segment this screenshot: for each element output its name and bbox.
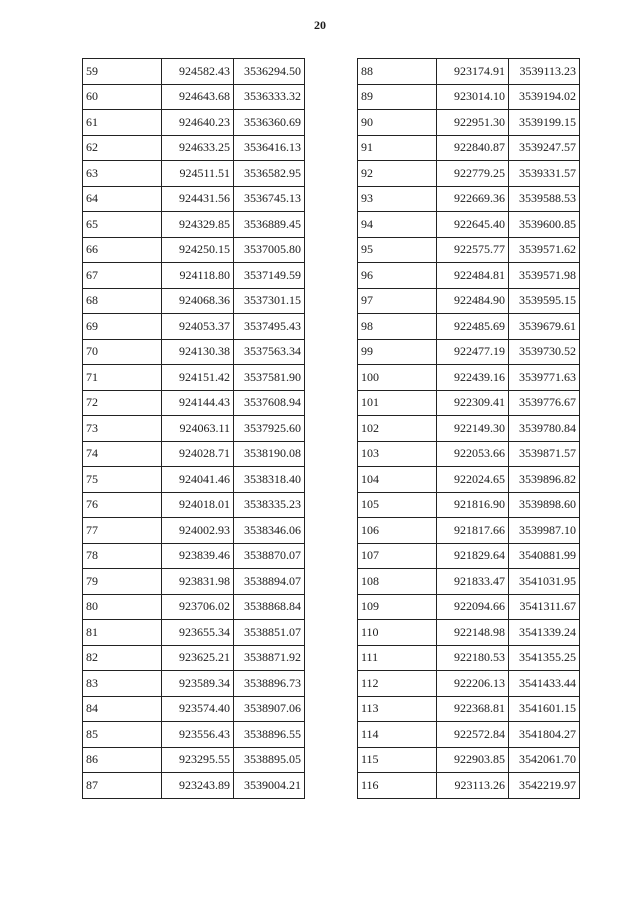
x-coordinate-cell: 921829.64 (437, 543, 509, 569)
y-coordinate-cell: 3536294.50 (234, 59, 305, 85)
point-number-cell: 90 (358, 110, 437, 136)
x-coordinate-cell: 924041.46 (162, 467, 234, 493)
point-number-cell: 97 (358, 288, 437, 314)
x-coordinate-cell: 921817.66 (437, 518, 509, 544)
y-coordinate-cell: 3539571.98 (509, 263, 580, 289)
table-row (83, 161, 305, 187)
y-coordinate-cell: 3537563.34 (234, 339, 305, 365)
table-row (358, 135, 580, 161)
point-number-cell: 105 (358, 492, 437, 518)
y-coordinate-cell: 3539780.84 (509, 416, 580, 442)
y-coordinate-cell: 3541804.27 (509, 722, 580, 748)
page-number: 20 (314, 18, 326, 32)
y-coordinate-cell: 3539199.15 (509, 110, 580, 136)
x-coordinate-cell: 924643.68 (162, 84, 234, 110)
y-coordinate-cell: 3539595.15 (509, 288, 580, 314)
table-row (358, 543, 580, 569)
y-coordinate-cell: 3539679.61 (509, 314, 580, 340)
point-number-cell: 95 (358, 237, 437, 263)
table-row (358, 518, 580, 544)
point-number-cell: 73 (83, 416, 162, 442)
y-coordinate-cell: 3538868.84 (234, 594, 305, 620)
point-number-cell: 62 (83, 135, 162, 161)
point-number-cell: 63 (83, 161, 162, 187)
point-number-cell: 72 (83, 390, 162, 416)
x-coordinate-cell: 923113.26 (437, 773, 509, 799)
table-row (358, 212, 580, 238)
table-row (358, 59, 580, 85)
table-row (358, 186, 580, 212)
table-row (83, 339, 305, 365)
y-coordinate-cell: 3539331.57 (509, 161, 580, 187)
y-coordinate-cell: 3542219.97 (509, 773, 580, 799)
x-coordinate-cell: 922206.13 (437, 671, 509, 697)
coordinates-table-right (357, 58, 580, 799)
point-number-cell: 107 (358, 543, 437, 569)
point-number-cell: 70 (83, 339, 162, 365)
table-row (83, 518, 305, 544)
y-coordinate-cell: 3538896.55 (234, 722, 305, 748)
x-coordinate-cell: 922484.81 (437, 263, 509, 289)
table-row (83, 696, 305, 722)
table-row (83, 543, 305, 569)
point-number-cell: 114 (358, 722, 437, 748)
point-number-cell: 101 (358, 390, 437, 416)
point-number-cell: 111 (358, 645, 437, 671)
x-coordinate-cell: 921816.90 (437, 492, 509, 518)
x-coordinate-cell: 924130.38 (162, 339, 234, 365)
x-coordinate-cell: 924068.36 (162, 288, 234, 314)
table-row (358, 441, 580, 467)
table-row (83, 645, 305, 671)
x-coordinate-cell: 923706.02 (162, 594, 234, 620)
x-coordinate-cell: 922951.30 (437, 110, 509, 136)
table-row (83, 110, 305, 136)
y-coordinate-cell: 3538318.40 (234, 467, 305, 493)
table-row (83, 390, 305, 416)
x-coordinate-cell: 922094.66 (437, 594, 509, 620)
point-number-cell: 88 (358, 59, 437, 85)
point-number-cell: 106 (358, 518, 437, 544)
coordinates-table-left (82, 58, 305, 799)
x-coordinate-cell: 922840.87 (437, 135, 509, 161)
y-coordinate-cell: 3536889.45 (234, 212, 305, 238)
point-number-cell: 68 (83, 288, 162, 314)
y-coordinate-cell: 3539004.21 (234, 773, 305, 799)
point-number-cell: 76 (83, 492, 162, 518)
x-coordinate-cell: 923831.98 (162, 569, 234, 595)
y-coordinate-cell: 3541339.24 (509, 620, 580, 646)
x-coordinate-cell: 923625.21 (162, 645, 234, 671)
table-row (358, 110, 580, 136)
table-row (358, 84, 580, 110)
y-coordinate-cell: 3541601.15 (509, 696, 580, 722)
x-coordinate-cell: 923295.55 (162, 747, 234, 773)
y-coordinate-cell: 3539588.53 (509, 186, 580, 212)
y-coordinate-cell: 3536745.13 (234, 186, 305, 212)
table-row (358, 288, 580, 314)
y-coordinate-cell: 3539898.60 (509, 492, 580, 518)
y-coordinate-cell: 3537608.94 (234, 390, 305, 416)
x-coordinate-cell: 924640.23 (162, 110, 234, 136)
x-coordinate-cell: 922572.84 (437, 722, 509, 748)
table-row (83, 365, 305, 391)
point-number-cell: 78 (83, 543, 162, 569)
x-coordinate-cell: 924151.42 (162, 365, 234, 391)
point-number-cell: 89 (358, 84, 437, 110)
table-row (358, 747, 580, 773)
y-coordinate-cell: 3538871.92 (234, 645, 305, 671)
y-coordinate-cell: 3538894.07 (234, 569, 305, 595)
table-row (83, 314, 305, 340)
point-number-cell: 102 (358, 416, 437, 442)
table-row (358, 696, 580, 722)
point-number-cell: 77 (83, 518, 162, 544)
x-coordinate-cell: 922024.65 (437, 467, 509, 493)
point-number-cell: 116 (358, 773, 437, 799)
table-row (83, 186, 305, 212)
x-coordinate-cell: 924002.93 (162, 518, 234, 544)
x-coordinate-cell: 923574.40 (162, 696, 234, 722)
table-row (83, 237, 305, 263)
point-number-cell: 75 (83, 467, 162, 493)
y-coordinate-cell: 3537149.59 (234, 263, 305, 289)
table-row (83, 569, 305, 595)
point-number-cell: 93 (358, 186, 437, 212)
table-row (358, 773, 580, 799)
x-coordinate-cell: 924063.11 (162, 416, 234, 442)
table-row (358, 314, 580, 340)
point-number-cell: 74 (83, 441, 162, 467)
point-number-cell: 65 (83, 212, 162, 238)
x-coordinate-cell: 924582.43 (162, 59, 234, 85)
table-row (83, 747, 305, 773)
x-coordinate-cell: 922148.98 (437, 620, 509, 646)
x-coordinate-cell: 922368.81 (437, 696, 509, 722)
y-coordinate-cell: 3539571.62 (509, 237, 580, 263)
point-number-cell: 112 (358, 671, 437, 697)
table-row (83, 288, 305, 314)
x-coordinate-cell: 922485.69 (437, 314, 509, 340)
y-coordinate-cell: 3539194.02 (509, 84, 580, 110)
x-coordinate-cell: 924250.15 (162, 237, 234, 263)
point-number-cell: 103 (358, 441, 437, 467)
x-coordinate-cell: 922645.40 (437, 212, 509, 238)
x-coordinate-cell: 924028.71 (162, 441, 234, 467)
y-coordinate-cell: 3538907.06 (234, 696, 305, 722)
point-number-cell: 80 (83, 594, 162, 620)
x-coordinate-cell: 924144.43 (162, 390, 234, 416)
point-number-cell: 100 (358, 365, 437, 391)
table-row (83, 212, 305, 238)
table-row (83, 773, 305, 799)
table-row (83, 59, 305, 85)
x-coordinate-cell: 922149.30 (437, 416, 509, 442)
table-row (358, 161, 580, 187)
point-number-cell: 59 (83, 59, 162, 85)
table-row (358, 645, 580, 671)
x-coordinate-cell: 924511.51 (162, 161, 234, 187)
table-row (358, 492, 580, 518)
x-coordinate-cell: 922484.90 (437, 288, 509, 314)
point-number-cell: 99 (358, 339, 437, 365)
table-row (358, 467, 580, 493)
table-row (83, 263, 305, 289)
table-row (358, 569, 580, 595)
y-coordinate-cell: 3537495.43 (234, 314, 305, 340)
x-coordinate-cell: 923014.10 (437, 84, 509, 110)
x-coordinate-cell: 924053.37 (162, 314, 234, 340)
point-number-cell: 94 (358, 212, 437, 238)
y-coordinate-cell: 3538335.23 (234, 492, 305, 518)
x-coordinate-cell: 922439.16 (437, 365, 509, 391)
x-coordinate-cell: 924118.80 (162, 263, 234, 289)
y-coordinate-cell: 3539871.57 (509, 441, 580, 467)
point-number-cell: 84 (83, 696, 162, 722)
point-number-cell: 108 (358, 569, 437, 595)
y-coordinate-cell: 3538895.05 (234, 747, 305, 773)
table-row (358, 594, 580, 620)
point-number-cell: 115 (358, 747, 437, 773)
x-coordinate-cell: 924633.25 (162, 135, 234, 161)
y-coordinate-cell: 3536416.13 (234, 135, 305, 161)
table-row (83, 416, 305, 442)
y-coordinate-cell: 3539776.67 (509, 390, 580, 416)
point-number-cell: 98 (358, 314, 437, 340)
x-coordinate-cell: 923243.89 (162, 773, 234, 799)
x-coordinate-cell: 923589.34 (162, 671, 234, 697)
y-coordinate-cell: 3541433.44 (509, 671, 580, 697)
point-number-cell: 110 (358, 620, 437, 646)
table-row (83, 492, 305, 518)
y-coordinate-cell: 3538896.73 (234, 671, 305, 697)
table-row (358, 620, 580, 646)
table-row (358, 722, 580, 748)
table-row (358, 365, 580, 391)
y-coordinate-cell: 3539247.57 (509, 135, 580, 161)
y-coordinate-cell: 3540881.99 (509, 543, 580, 569)
point-number-cell: 91 (358, 135, 437, 161)
table-row (358, 390, 580, 416)
point-number-cell: 85 (83, 722, 162, 748)
x-coordinate-cell: 922309.41 (437, 390, 509, 416)
x-coordinate-cell: 922903.85 (437, 747, 509, 773)
point-number-cell: 109 (358, 594, 437, 620)
point-number-cell: 113 (358, 696, 437, 722)
point-number-cell: 71 (83, 365, 162, 391)
point-number-cell: 86 (83, 747, 162, 773)
y-coordinate-cell: 3536333.32 (234, 84, 305, 110)
point-number-cell: 69 (83, 314, 162, 340)
y-coordinate-cell: 3541031.95 (509, 569, 580, 595)
y-coordinate-cell: 3539113.23 (509, 59, 580, 85)
point-number-cell: 87 (83, 773, 162, 799)
point-number-cell: 104 (358, 467, 437, 493)
x-coordinate-cell: 923839.46 (162, 543, 234, 569)
point-number-cell: 61 (83, 110, 162, 136)
y-coordinate-cell: 3538870.07 (234, 543, 305, 569)
point-number-cell: 60 (83, 84, 162, 110)
point-number-cell: 83 (83, 671, 162, 697)
table-row (83, 467, 305, 493)
table-row (83, 135, 305, 161)
x-coordinate-cell: 922180.53 (437, 645, 509, 671)
y-coordinate-cell: 3537301.15 (234, 288, 305, 314)
table-row (83, 594, 305, 620)
point-number-cell: 96 (358, 263, 437, 289)
x-coordinate-cell: 922575.77 (437, 237, 509, 263)
table-row (358, 263, 580, 289)
table-row (83, 722, 305, 748)
x-coordinate-cell: 922779.25 (437, 161, 509, 187)
table-row (358, 671, 580, 697)
y-coordinate-cell: 3538346.06 (234, 518, 305, 544)
x-coordinate-cell: 922669.36 (437, 186, 509, 212)
point-number-cell: 92 (358, 161, 437, 187)
x-coordinate-cell: 921833.47 (437, 569, 509, 595)
point-number-cell: 67 (83, 263, 162, 289)
y-coordinate-cell: 3537925.60 (234, 416, 305, 442)
x-coordinate-cell: 924329.85 (162, 212, 234, 238)
point-number-cell: 64 (83, 186, 162, 212)
point-number-cell: 66 (83, 237, 162, 263)
table-row (83, 84, 305, 110)
x-coordinate-cell: 924431.56 (162, 186, 234, 212)
y-coordinate-cell: 3539771.63 (509, 365, 580, 391)
y-coordinate-cell: 3539730.52 (509, 339, 580, 365)
x-coordinate-cell: 923556.43 (162, 722, 234, 748)
y-coordinate-cell: 3538190.08 (234, 441, 305, 467)
y-coordinate-cell: 3539896.82 (509, 467, 580, 493)
y-coordinate-cell: 3542061.70 (509, 747, 580, 773)
x-coordinate-cell: 922477.19 (437, 339, 509, 365)
table-row (83, 441, 305, 467)
y-coordinate-cell: 3538851.07 (234, 620, 305, 646)
table-row (358, 416, 580, 442)
y-coordinate-cell: 3536360.69 (234, 110, 305, 136)
point-number-cell: 79 (83, 569, 162, 595)
x-coordinate-cell: 922053.66 (437, 441, 509, 467)
y-coordinate-cell: 3537005.80 (234, 237, 305, 263)
x-coordinate-cell: 923174.91 (437, 59, 509, 85)
y-coordinate-cell: 3541355.25 (509, 645, 580, 671)
point-number-cell: 81 (83, 620, 162, 646)
y-coordinate-cell: 3536582.95 (234, 161, 305, 187)
table-row (83, 671, 305, 697)
table-row (83, 620, 305, 646)
y-coordinate-cell: 3539987.10 (509, 518, 580, 544)
x-coordinate-cell: 923655.34 (162, 620, 234, 646)
x-coordinate-cell: 924018.01 (162, 492, 234, 518)
y-coordinate-cell: 3539600.85 (509, 212, 580, 238)
table-row (358, 339, 580, 365)
table-row (358, 237, 580, 263)
y-coordinate-cell: 3541311.67 (509, 594, 580, 620)
y-coordinate-cell: 3537581.90 (234, 365, 305, 391)
point-number-cell: 82 (83, 645, 162, 671)
